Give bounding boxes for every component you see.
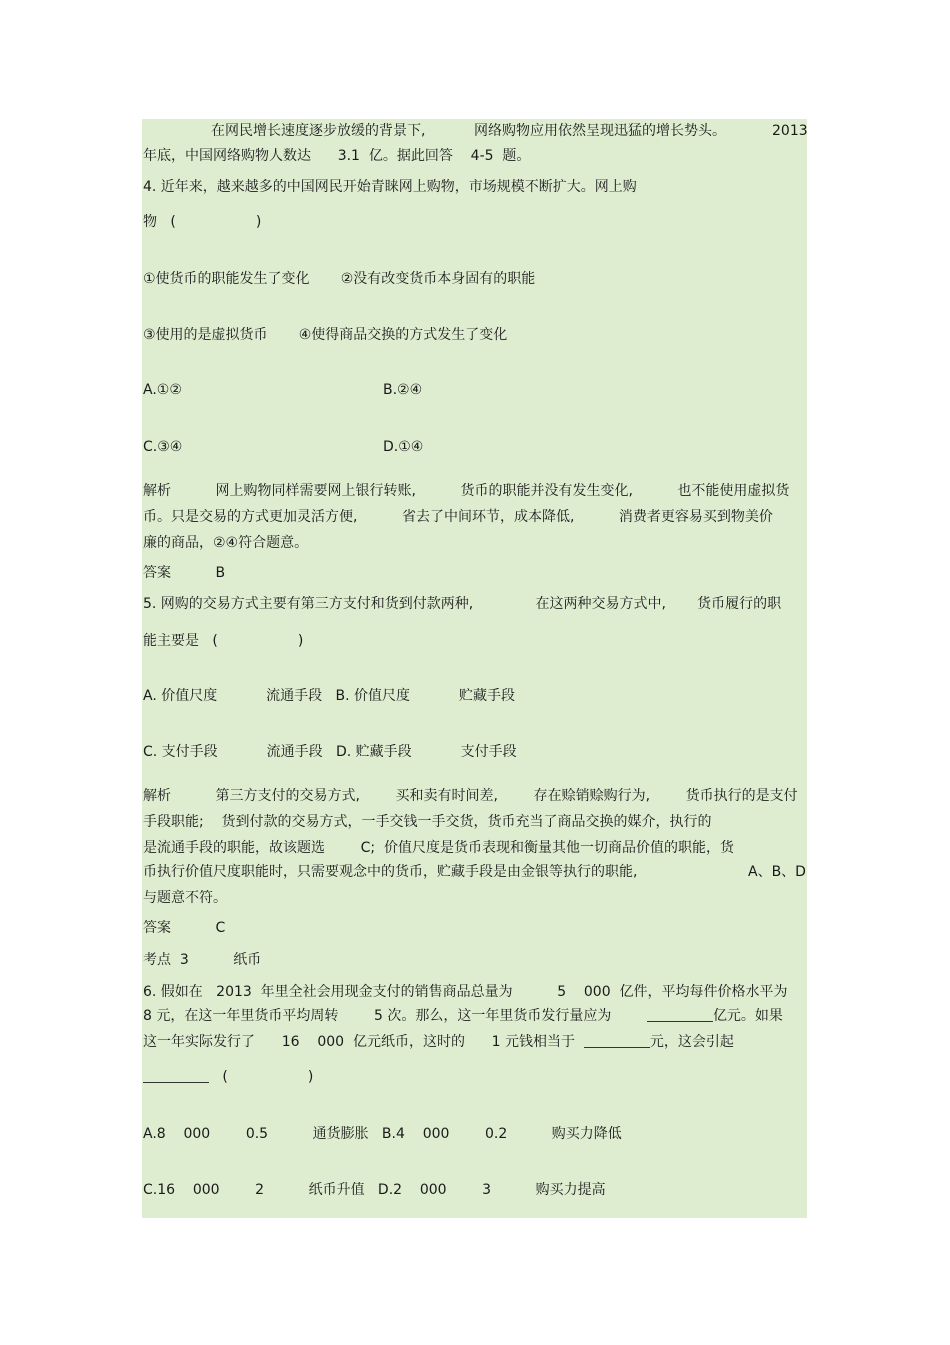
q5-explanation-3: 是流通手段的职能，故该题选 C; 价值尺度是货币表现和衡量其他一切商品价值的职能，货 (143, 840, 734, 856)
intro-line-1c: 2013 (772, 123, 808, 139)
q5-answer: 答案 C (143, 920, 226, 936)
q4-answer: 答案 B (143, 565, 226, 581)
q4-option-d: D.①④ (383, 439, 424, 455)
q6-line-2 (143, 1007, 783, 1025)
q4-option-c: C.③④ (143, 439, 183, 455)
q4-stem-2: 物 ( ) (143, 214, 262, 230)
fill-blank-3 (143, 1068, 209, 1083)
fill-blank-2 (584, 1033, 650, 1048)
q6-line-1: 6. 假如在 2013 年里全社会用现金支付的销售商品总量为 5 000 亿件，平均每件价格水平为 (143, 984, 788, 1000)
q6-line-4-tail: ( ) (209, 1069, 314, 1085)
q4-stem-1: 4. 近年来，越来越多的中国网民开始青睐网上购物，市场规模不断扩大。网上购 (143, 179, 637, 195)
q5-options-cd: C. 支付手段 流通手段 D. 贮藏手段 支付手段 (143, 744, 517, 760)
q5-stem-1: 5. 网购的交易方式主要有第三方支付和货到付款两种, 在这两种交易方式中, 货币履行的职 (143, 596, 782, 612)
q5-stem-2: 能主要是 ( ) (143, 633, 304, 649)
q4-explanation-2: 币。只是交易的方式更加灵活方便, 省去了中间环节，成本降低, 消费者更容易买到物美价 (143, 509, 773, 525)
q5-explanation-1: 解析 第三方支付的交易方式, 买和卖有时间差, 存在赊销赊购行为, 货币执行的是支付 (143, 788, 798, 804)
q5-explanation-4a: 币执行价值尺度职能时，只需要观念中的货币，贮藏手段是由金银等执行的职能, (143, 864, 638, 880)
q6-options-cd: C.16 000 2 纸币升值 D.2 000 3 购买力提高 (143, 1182, 606, 1198)
q4-explanation-1: 解析 网上购物同样需要网上银行转账, 货币的职能并没有发生变化, 也不能使用虚拟货 (143, 483, 790, 499)
q5-explanation-4b: A、B、D (748, 864, 806, 880)
q6-line-2-text: 8 元，在这一年里货币平均周转 5 次。那么，这一年里货币发行量应为 (143, 1008, 612, 1024)
q5-options-ab: A. 价值尺度 流通手段 B. 价值尺度 贮藏手段 (143, 688, 515, 704)
q4-explanation-3: 廉的商品，②④符合题意。 (143, 535, 309, 551)
q6-line-4 (143, 1068, 313, 1086)
q4-option-a: A.①② (143, 382, 182, 398)
intro-line-1a: 在网民增长速度逐步放缓的背景下, (211, 123, 426, 139)
intro-line-1b: 网络购物应用依然呈现迅猛的增长势头。 (474, 123, 726, 139)
q6-options-ab: A.8 000 0.5 通货膨胀 B.4 000 0.2 购买力降低 (143, 1126, 622, 1142)
q6-line-2-tail: 亿元。如果 (712, 1008, 783, 1024)
intro-line-2: 年底，中国网络购物人数达 3.1 亿。据此回答 4-5 题。 (143, 148, 531, 164)
fill-blank-1 (647, 1007, 713, 1022)
q5-explanation-5: 与题意不符。 (143, 890, 227, 906)
q6-line-3 (143, 1033, 734, 1051)
q6-line-3-tail: 元，这会引起 (649, 1034, 734, 1050)
q4-statement-2: ③使用的是虚拟货币 ④使得商品交换的方式发生了变化 (143, 327, 508, 343)
q4-option-b: B.②④ (383, 382, 423, 398)
q4-statement-1: ①使货币的职能发生了变化 ②没有改变货币本身固有的职能 (143, 271, 536, 287)
q5-explanation-2: 手段职能; 货到付款的交易方式，一手交钱一手交货，货币充当了商品交换的媒介，执行的 (143, 814, 712, 830)
key-point-heading: 考点 3 纸币 (143, 952, 262, 968)
q6-line-3-text: 这一年实际发行了 16 000 亿元纸币，这时的 1 元钱相当于 (143, 1034, 575, 1050)
